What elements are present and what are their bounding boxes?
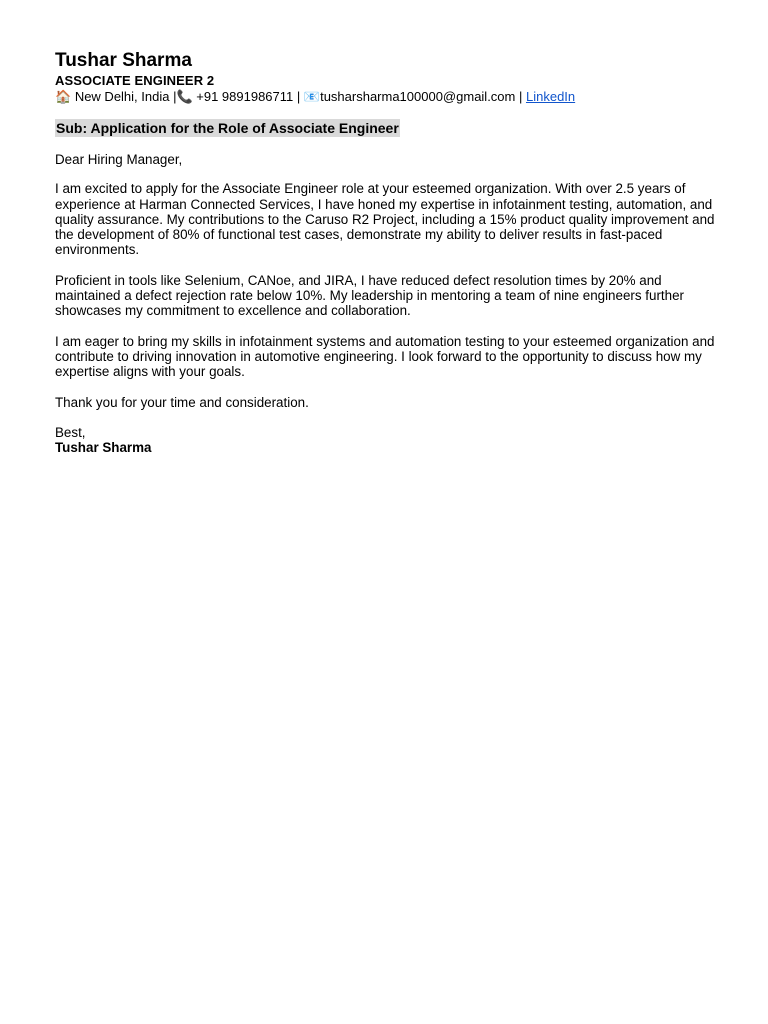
location-text: New Delhi, India	[74, 89, 170, 104]
subject-line: Sub: Application for the Role of Associate Engineer	[56, 120, 399, 136]
body-paragraph: I am eager to bring my skills in infotainment systems and automation testing to your esteemed organization and contribute to driving innovation in automotive engineering. I look forward to the opportunity to discuss how my expertise aligns with your goals.	[55, 333, 715, 380]
closing: Best,	[55, 424, 86, 440]
email-text: tusharsharma100000@gmail.com	[320, 89, 516, 104]
separator: |	[169, 89, 177, 104]
email-icon: 📧	[303, 89, 321, 104]
greeting: Dear Hiring Manager,	[55, 152, 183, 167]
linkedin-link[interactable]: LinkedIn	[525, 89, 576, 104]
signature: Tushar Sharma	[55, 440, 152, 456]
body-paragraph: Proficient in tools like Selenium, CANoe, and JIRA, I have reduced defect resolution times by 20% and maintained a defect rejection rate below 10%. My leadership in mentoring a team of nine engineers further showcases my commitment to excellence and collaboration.	[55, 272, 684, 319]
phone-icon: 📞	[176, 89, 193, 104]
body-paragraph: I am excited to apply for the Associate Engineer role at your esteemed organization. With over 2.5 years of experience at Harman Connected Services, I have honed my expertise in infotainment testing, automation, and quality assurance. My contributions to the Caruso R2 Project, including a 15% product quality improvement and the development of 80% of functional test cases, demonstrate my ability to deliver results in fast-paced environments.	[55, 181, 715, 258]
house-icon: 🏠	[55, 89, 72, 104]
applicant-name: Tushar Sharma	[55, 50, 192, 71]
cover-letter	[55, 50, 715, 455]
body-paragraph: Thank you for your time and consideration.	[55, 394, 309, 410]
applicant-title: ASSOCIATE ENGINEER 2	[55, 73, 215, 88]
separator: |	[293, 89, 304, 104]
contact-line	[55, 89, 715, 105]
phone-text: +91 9891986711	[192, 89, 294, 104]
separator: |	[515, 89, 526, 104]
